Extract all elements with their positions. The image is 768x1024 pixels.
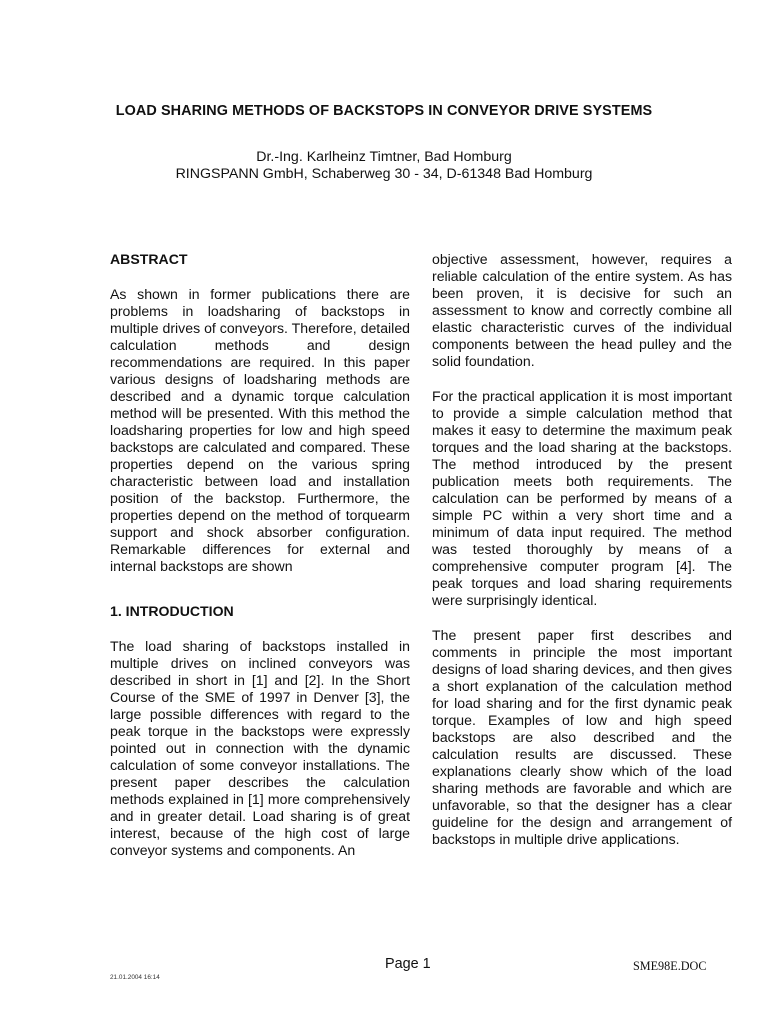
affiliation-line: RINGSPANN GmbH, Schaberweg 30 - 34, D-61348 Bad Homburg <box>175 166 593 182</box>
author-line: Dr.-Ing. Karlheinz Timtner, Bad Homburg <box>256 149 512 165</box>
introduction-paragraph-2: For the practical application it is most important to provide a simple calculation method that makes it easy to determine the maximum peak torques and the load sharing at the backstops. The method introduced by the present publication meets both requirements. The calculation can be performed by means of a simple PC within a very short time and a minimum of data input required. The method was tested thoroughly by means of a comprehensive computer program [4]. The peak torques and load sharing requirements were surprisingly identical. <box>432 388 732 608</box>
print-timestamp: 21.01.2004 16:14 <box>110 974 160 981</box>
abstract-heading: ABSTRACT <box>110 251 188 267</box>
introduction-paragraph-3: The present paper first describes and comments in principle the most important designs of load sharing devices, and then gives a short explanation of the calculation method for load sharing and for the first dynamic peak torque. Examples of low and high speed backstops are also described and the calculation results are discussed. These explanations clearly show which of the load sharing methods are favorable and which are unfavorable, so that the designer has a clear guideline for the design and arrangement of backstops in multiple drive applications. <box>432 627 732 847</box>
page-number: Page 1 <box>385 956 431 972</box>
introduction-paragraph-1: The load sharing of backstops installed in multiple drives on inclined conveyors was described in short in [1] and [2]. In the Short Course of the SME of 1997 in Denver [3], the large possible differences with regard to the peak torque in the backstops were expressly pointed out in connection with the dynamic calculation of some conveyor installations. The present paper describes the calculation methods explained in [1] more comprehensively and in greater detail. Load sharing is of great interest, because of the high cost of large conveyor systems and components. An <box>110 638 410 858</box>
abstract-text: As shown in former publications there are problems in loadsharing of backstops in multiple drives of conveyors. Therefore, detailed calculation methods and design recommendations are required. In this paper various designs of loadsharing methods are described and a dynamic torque calculation method will be presented. With this method the loadsharing properties for low and high speed backstops are calculated and compared. These properties depend on the various spring characteristic between load and installation position of the backstop. Furthermore, the properties depend on the method of torquearm support and shock absorber configuration. Remarkable differences for external and internal backstops are shown <box>110 286 410 574</box>
right-column <box>432 251 732 848</box>
introduction-paragraph-1-continued: objective assessment, however, requires a reliable calculation of the entire system. As has been proven, it is decisive for such an assessment to know and correctly combine all elastic characteristic curves of the individual components between the head pulley and the solid foundation. <box>432 251 732 369</box>
document-filename: SME98E.DOC <box>633 959 707 973</box>
left-column <box>110 251 410 859</box>
paper-title: LOAD SHARING METHODS OF BACKSTOPS IN CONVEYOR DRIVE SYSTEMS <box>115 103 653 119</box>
introduction-heading: 1. INTRODUCTION <box>110 603 234 619</box>
